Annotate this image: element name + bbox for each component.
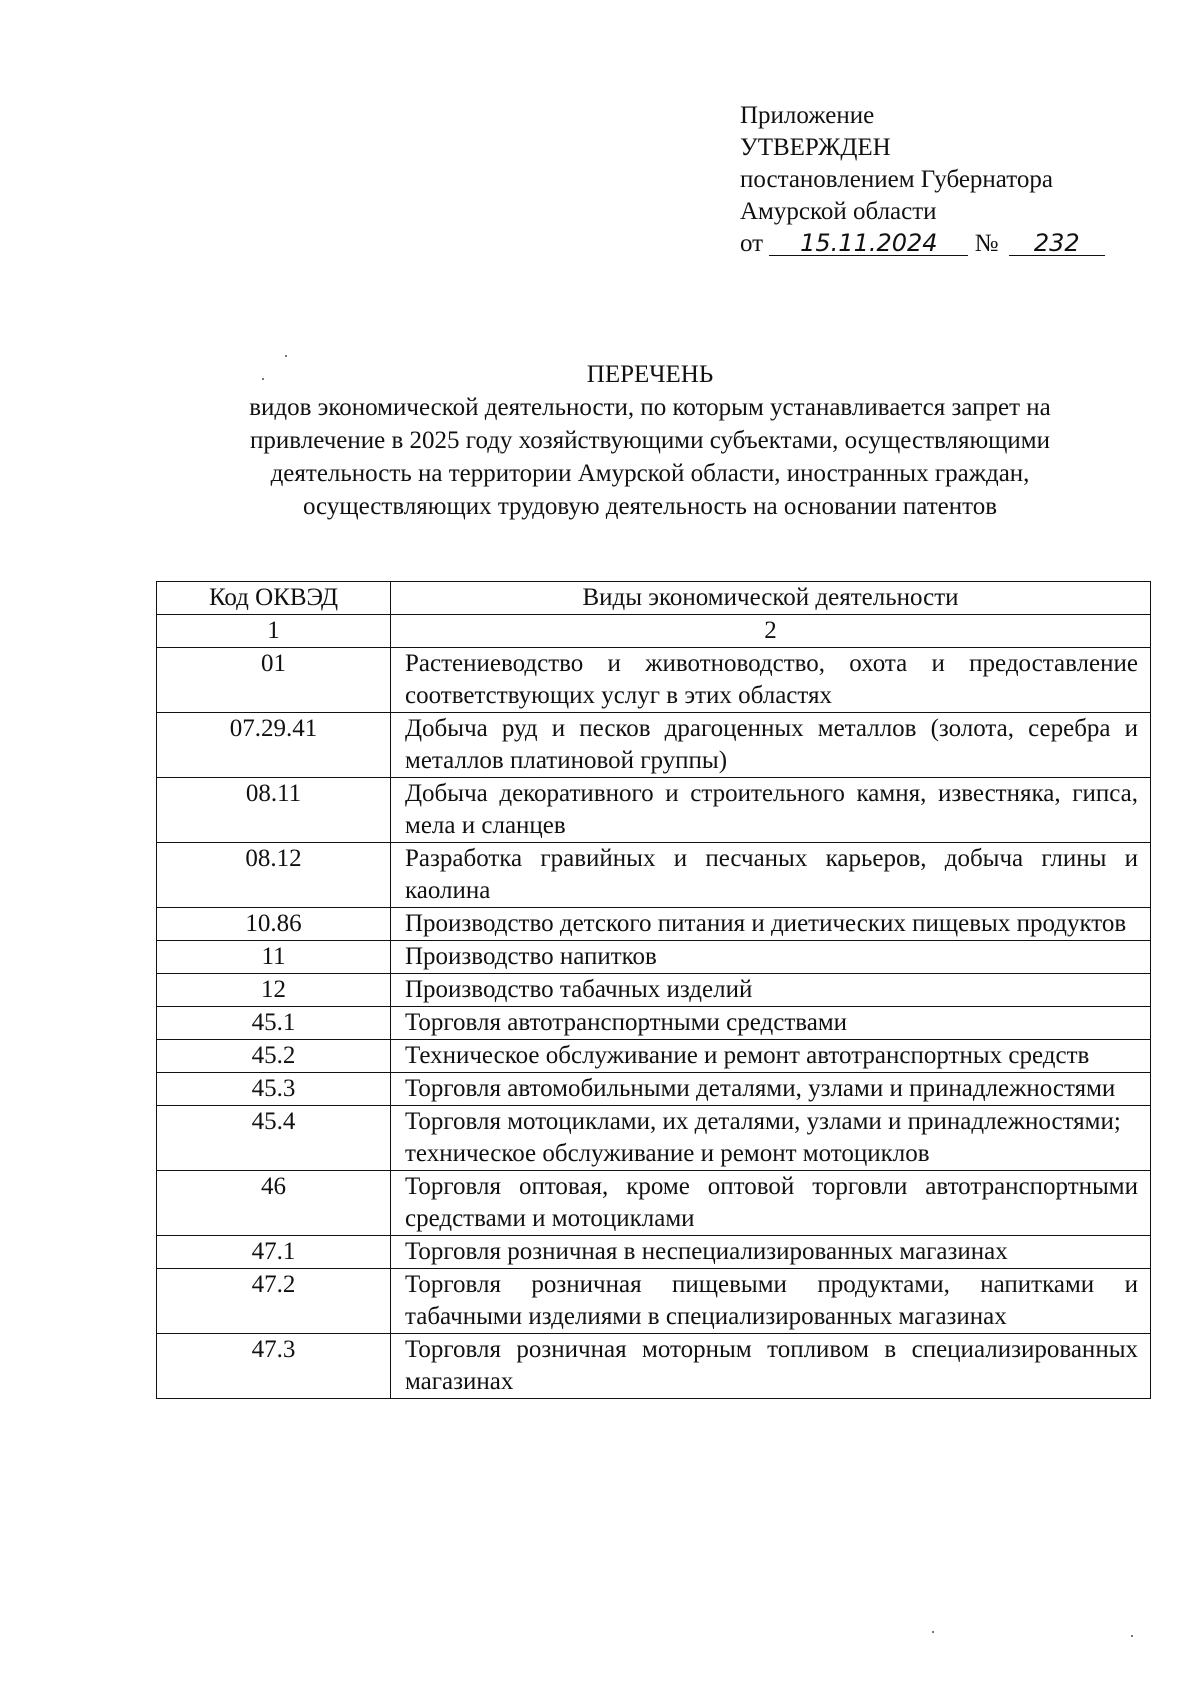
column-number-1: 1 <box>157 615 391 648</box>
activity-description: Торговля автомобильными деталями, узлами и принадлежностями <box>391 1073 1151 1106</box>
document-title: ПЕРЕЧЕНЬ <box>586 361 714 388</box>
table-row <box>157 648 1151 713</box>
activity-description: Производство напитков <box>391 941 1151 974</box>
okved-code: 12 <box>157 974 391 1007</box>
approval-appendix-label: Приложение <box>740 102 875 129</box>
date-prefix: от <box>740 230 764 257</box>
scan-speck <box>932 1631 934 1633</box>
activity-description: Производство детского питания и диетических пищевых продуктов <box>391 908 1151 941</box>
table-row <box>157 908 1151 941</box>
approval-date-line <box>740 228 1105 260</box>
subtitle-line: деятельность на территории Амурской области, иностранных граждан, <box>270 460 1030 487</box>
okved-code: 10.86 <box>157 908 391 941</box>
activity-description: Техническое обслуживание и ремонт автотранспортных средств <box>391 1040 1151 1073</box>
table-header-row <box>157 582 1151 615</box>
okved-code: 46 <box>157 1171 391 1236</box>
activity-description-line: Торговля мотоциклами, их деталями, узлами и принадлежностями; <box>405 1108 1121 1135</box>
okved-code: 47.1 <box>157 1236 391 1269</box>
scan-speck <box>285 355 287 357</box>
activity-description: Торговля розничная моторным топливом в специализированных магазинах <box>391 1334 1151 1399</box>
okved-code: 11 <box>157 941 391 974</box>
table-row <box>157 778 1151 843</box>
scan-speck <box>1131 1635 1133 1637</box>
table-row <box>157 1106 1151 1171</box>
activity-description: Торговля автотранспортными средствами <box>391 1007 1151 1040</box>
handwritten-number: 232 <box>1009 231 1105 256</box>
activity-description <box>391 1106 1151 1171</box>
document-subtitle <box>150 391 1150 523</box>
activity-description: Производство табачных изделий <box>391 974 1151 1007</box>
column-number-2: 2 <box>391 615 1151 648</box>
table-row <box>157 1073 1151 1106</box>
activities-table <box>156 581 1151 1399</box>
table-row <box>157 1171 1151 1236</box>
subtitle-line: видов экономической деятельности, по которым устанавливается запрет на <box>249 394 1051 421</box>
okved-code: 45.2 <box>157 1040 391 1073</box>
table-row <box>157 941 1151 974</box>
okved-code: 07.29.41 <box>157 713 391 778</box>
activity-description: Торговля розничная пищевыми продуктами, напитками и табачными изделиями в специализированных магазинах <box>391 1269 1151 1334</box>
activity-description-line: техническое обслуживание и ремонт мотоциклов <box>405 1140 930 1167</box>
table-row <box>157 713 1151 778</box>
handwritten-date: 15.11.2024 <box>769 231 968 256</box>
subtitle-line: осуществляющих трудовую деятельность на основании патентов <box>302 493 998 520</box>
activity-description: Торговля оптовая, кроме оптовой торговли автотранспортными средствами и мотоциклами <box>391 1171 1151 1236</box>
approval-decree-label: постановлением Губернатора <box>740 166 1053 193</box>
table-row <box>157 1269 1151 1334</box>
activity-description: Добыча руд и песков драгоценных металлов (золота, серебра и металлов платиновой группы) <box>391 713 1151 778</box>
activity-description: Разработка гравийных и песчаных карьеров, добыча глины и каолина <box>391 843 1151 908</box>
approval-block <box>740 100 1105 260</box>
activity-description: Растениеводство и животноводство, охота и предоставление соответствующих услуг в этих областях <box>391 648 1151 713</box>
number-sign: № <box>974 230 999 257</box>
activity-description: Торговля розничная в неспециализированных магазинах <box>391 1236 1151 1269</box>
approval-region-label: Амурской области <box>740 198 937 225</box>
okved-code: 01 <box>157 648 391 713</box>
okved-code: 45.3 <box>157 1073 391 1106</box>
subtitle-line: привлечение в 2025 году хозяйствующими субъектами, осуществляющими <box>250 427 1050 454</box>
okved-code: 47.2 <box>157 1269 391 1334</box>
table-row <box>157 1040 1151 1073</box>
header-activity: Виды экономической деятельности <box>391 582 1151 615</box>
activity-description: Добыча декоративного и строительного камня, известняка, гипса, мела и сланцев <box>391 778 1151 843</box>
okved-code: 47.3 <box>157 1334 391 1399</box>
okved-code: 45.1 <box>157 1007 391 1040</box>
okved-code: 08.11 <box>157 778 391 843</box>
table-row <box>157 843 1151 908</box>
table-row <box>157 974 1151 1007</box>
table-row <box>157 1334 1151 1399</box>
scan-speck <box>262 378 264 380</box>
okved-code: 45.4 <box>157 1106 391 1171</box>
table-row <box>157 1007 1151 1040</box>
okved-code: 08.12 <box>157 843 391 908</box>
approval-approved-label: УТВЕРЖДЕН <box>740 134 891 161</box>
table-row <box>157 1236 1151 1269</box>
column-number-row <box>157 615 1151 648</box>
header-code: Код ОКВЭД <box>157 582 391 615</box>
